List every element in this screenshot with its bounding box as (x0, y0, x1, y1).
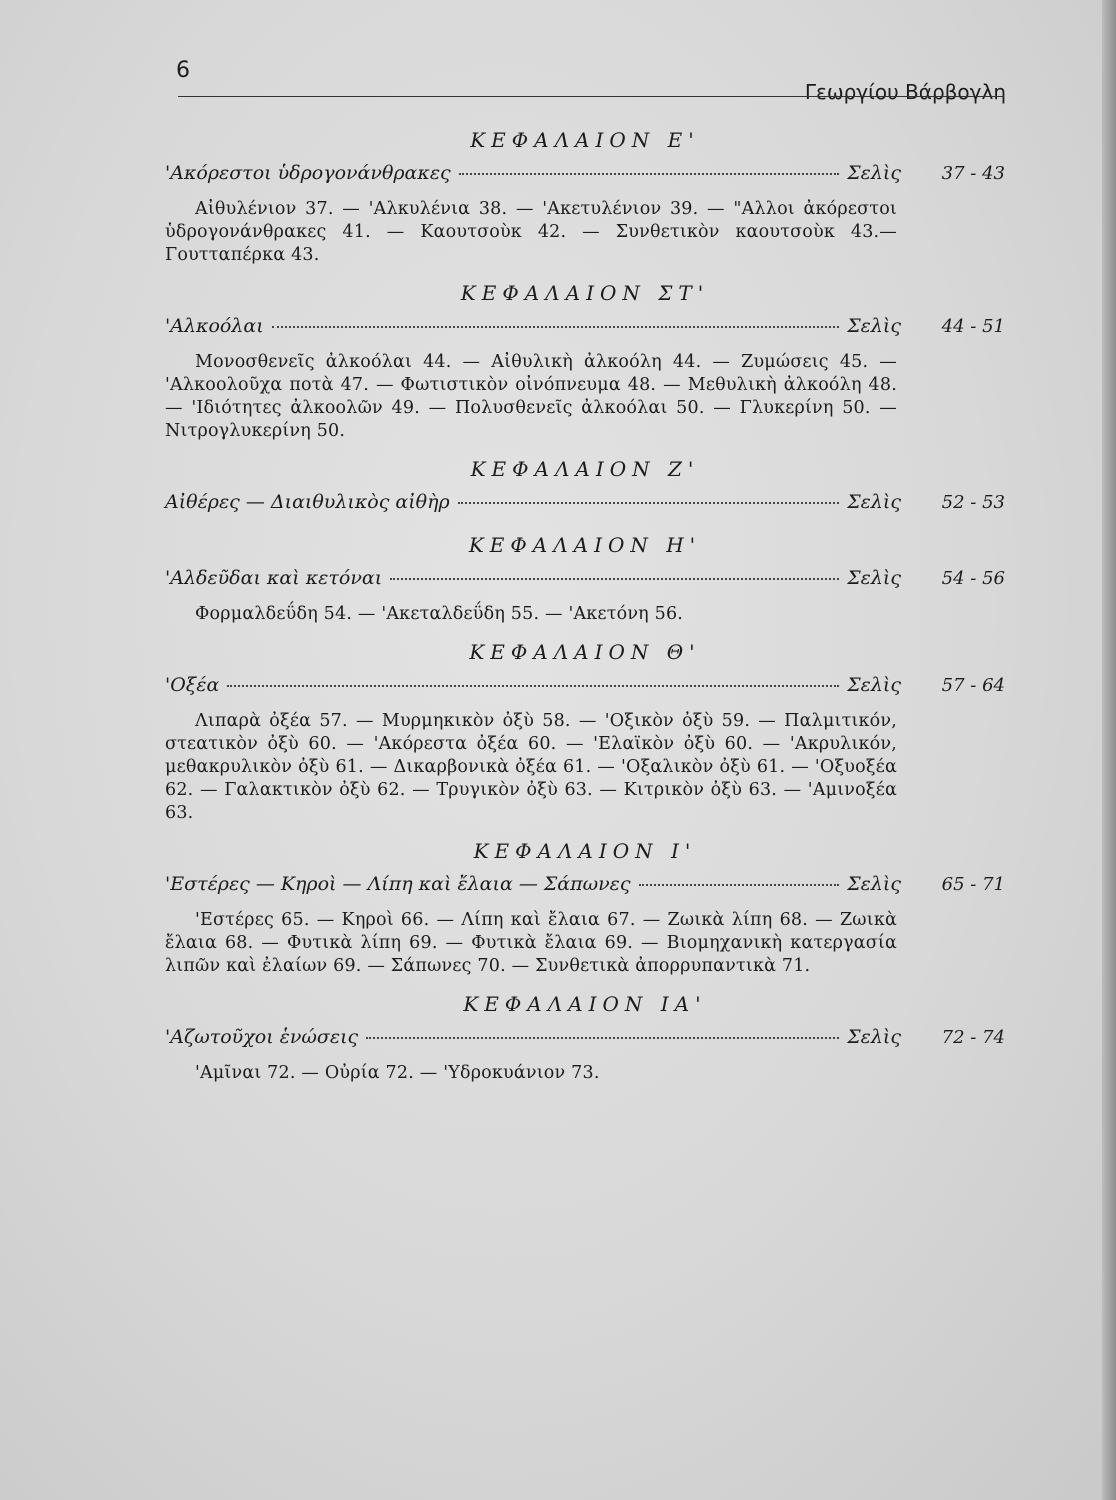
chapter-title: ΚΕΦΑΛΑΙΟΝ Η' (468, 533, 702, 557)
entry-line (165, 491, 1005, 519)
dot-leader (459, 173, 840, 175)
page-number: 6 (176, 58, 190, 83)
chapter-8 (165, 533, 1005, 626)
page-range: 57 - 64 (941, 675, 1005, 696)
chapter-title: ΚΕΦΑΛΑΙΟΝ Θ' (469, 640, 701, 664)
chapter-title: ΚΕΦΑΛΑΙΟΝ ΣΤ' (460, 281, 710, 305)
entry-title: 'Αζωτοῦχοι ἑνώσεις (165, 1026, 359, 1048)
entry-details: Λιπαρὰ ὀξέα 57. — Μυρμηκικὸν ὀξὺ 58. — 'Οξικὸν ὀξὺ 59. — Παλμιτικόν, στεατικὸν ὀξὺ 60. — 'Ακόρεστα ὀξέα 60. — 'Ελαϊκὸν ὀξὺ 60. — 'Ακρυλικόν, μεθακρυλικὸν ὀξὺ 61. — Δικαρβονικὰ ὀξέα 61. — 'Οξαλικὸν ὀξὺ 61. — 'Οξυοξέα 62. — Γαλακτικὸν ὀξὺ 62. — Τρυγικὸν ὀξὺ 63. — Κιτρικὸν ὀξὺ 63. — 'Αμινοξέα 63. (165, 711, 897, 823)
page-range: 54 - 56 (941, 568, 1005, 589)
header-rule (178, 96, 1004, 97)
chapter-10 (165, 839, 1005, 978)
chapter-title: ΚΕΦΑΛΑΙΟΝ Ι' (473, 839, 697, 863)
chapter-7 (165, 457, 1005, 519)
entry-title: 'Οξέα (165, 674, 220, 696)
chapter-title: ΚΕΦΑΛΑΙΟΝ Ζ' (470, 457, 700, 481)
dot-leader (458, 502, 840, 504)
page-word: Σελὶς (847, 567, 901, 589)
entry-title: 'Εστέρες — Κηροὶ — Λίπη καὶ ἔλαια — Σάπωνες (165, 873, 631, 895)
entry-title: 'Αλδεῦδαι καὶ κετόναι (165, 567, 383, 589)
page-range: 37 - 43 (941, 163, 1005, 184)
entry-line (165, 315, 1005, 343)
entry-line (165, 567, 1005, 595)
page-range: 65 - 71 (941, 874, 1005, 895)
page-range: 52 - 53 (941, 492, 1005, 513)
entry-details: Αἰθυλένιον 37. — 'Αλκυλένια 38. — 'Ακετυλένιον 39. — "Αλλοι ἀκόρεστοι ὑδρογονάνθρακες 41. — Καουτσοὺκ 42. — Συνθετικὸν καουτσοὺκ 43.— Γουτταπέρκα 43. (165, 199, 897, 265)
entry-details: Μονοσθενεῖς ἀλκοόλαι 44. — Αἰθυλικὴ ἀλκοόλη 44. — Ζυμώσεις 45. — 'Αλκοολοῦχα ποτὰ 47. — Φωτιστικὸν οἰνόπνευμα 48. — Μεθυλικὴ ἀλκοόλη 48. — 'Ιδιότητες ἀλκοολῶν 49. — Πολυσθενεῖς ἀλκοόλαι 50. — Γλυκερίνη 50. — Νιτρογλυκερίνη 50. (165, 352, 897, 441)
entry-title: 'Αλκοόλαι (165, 315, 264, 337)
entry-line (165, 674, 1005, 702)
page-word: Σελὶς (847, 315, 901, 337)
entry-line (165, 162, 1005, 190)
page-word: Σελὶς (847, 873, 901, 895)
chapter-title: ΚΕΦΑΛΑΙΟΝ Ε' (470, 128, 700, 152)
entry-line (165, 1026, 1005, 1054)
entry-line (165, 873, 1005, 901)
page-spine-shadow (1102, 0, 1116, 1500)
chapter-6 (165, 281, 1005, 443)
chapter-9 (165, 640, 1005, 825)
running-head: Γεωργίου Βάρβογλη (804, 80, 1006, 104)
entry-title: Αἰθέρες — Διαιθυλικὸς αἰθὴρ (165, 491, 450, 513)
page-word: Σελὶς (847, 1026, 901, 1048)
dot-leader (272, 326, 840, 328)
page-word: Σελὶς (847, 674, 901, 696)
chapter-11 (165, 992, 1005, 1085)
entry-details: 'Εστέρες 65. — Κηροὶ 66. — Λίπη καὶ ἔλαια 67. — Ζωικὰ λίπη 68. — Ζωικὰ ἔλαια 68. — Φυτικὰ λίπη 69. — Φυτικὰ ἔλαια 69. — Βιομηχανικὴ κατεργασία λιπῶν καὶ ἐλαίων 69. — Σάπωνες 70. — Συνθετικὰ ἀπορρυπαντικὰ 71. (165, 910, 897, 976)
page-range: 44 - 51 (941, 316, 1005, 337)
dot-leader (639, 884, 840, 886)
page-word: Σελὶς (847, 162, 901, 184)
entry-details: 'Αμῖναι 72. — Οὐρία 72. — 'Υδροκυάνιον 73. (195, 1063, 600, 1083)
page-range: 72 - 74 (941, 1027, 1005, 1048)
chapter-5 (165, 128, 1005, 267)
chapter-title: ΚΕΦΑΛΑΙΟΝ ΙΑ' (463, 992, 707, 1016)
entry-details: Φορμαλδεΰδη 54. — 'Ακεταλδεΰδη 55. — 'Ακετόνη 56. (195, 604, 684, 624)
page-word: Σελὶς (847, 491, 901, 513)
entry-title: 'Ακόρεστοι ὑδρογονάνθρακες (165, 162, 451, 184)
dot-leader (390, 578, 839, 580)
table-of-contents (165, 128, 1005, 1099)
dot-leader (366, 1037, 839, 1039)
dot-leader (227, 685, 839, 687)
